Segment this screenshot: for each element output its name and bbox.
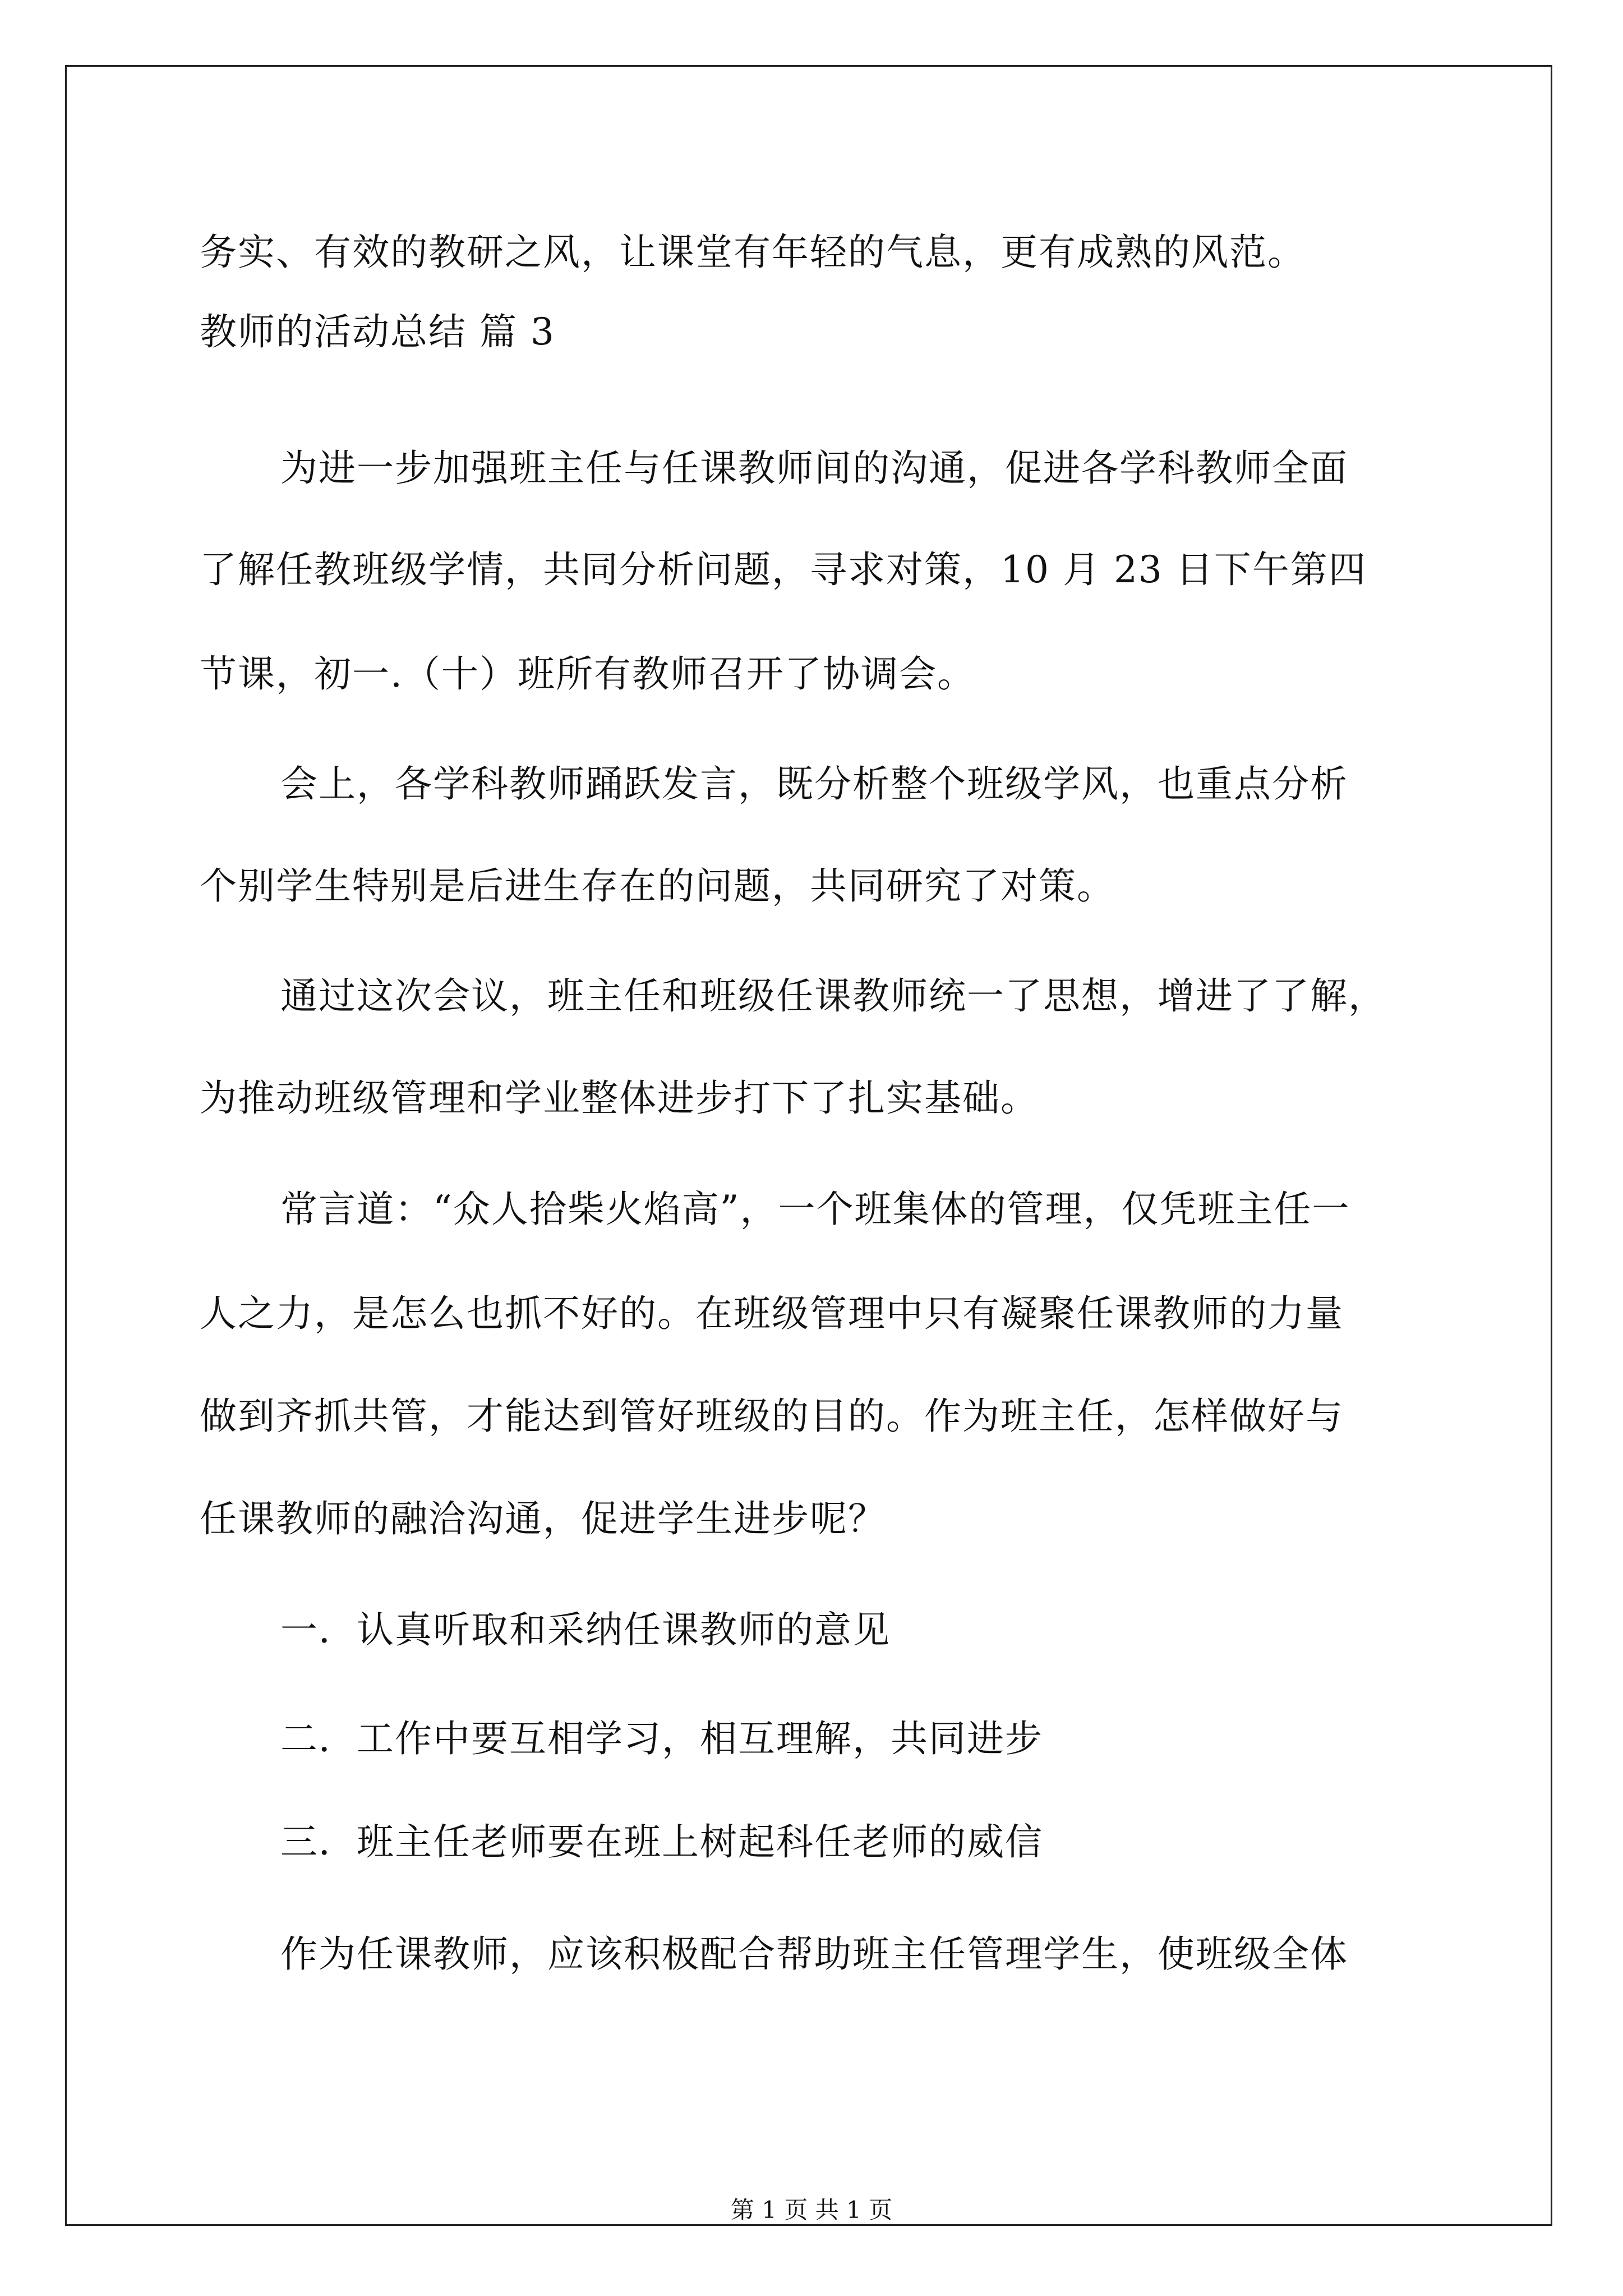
text-line: 务实、有效的教研之风，让课堂有年轻的气息，更有成熟的风范。 bbox=[200, 231, 1306, 274]
text-line: 做到齐抓共管，才能达到管好班级的目的。作为班主任，怎样做好与 bbox=[200, 1395, 1344, 1438]
text-line: 个别学生特别是后进生存在的问题，共同研究了对策。 bbox=[200, 864, 1115, 908]
text-line: 为进一步加强班主任与任课教师间的沟通，促进各学科教师全面 bbox=[280, 447, 1348, 490]
text-line: 为推动班级管理和学业整体进步打下了扎实基础。 bbox=[200, 1076, 1039, 1120]
text-line: 作为任课教师，应该积极配合帮助班主任管理学生，使班级全体 bbox=[280, 1932, 1348, 1976]
page-border bbox=[65, 65, 1552, 2226]
list-item: 三．班主任老师要在班上树起科任老师的威信 bbox=[280, 1820, 1043, 1864]
text-line: 通过这次会议，班主任和班级任课教师统一了思想，增进了了解， bbox=[280, 974, 1386, 1018]
text-line: 节课，初一.（十）班所有教师召开了协调会。 bbox=[200, 652, 975, 696]
page-footer: 第 1 页 共 1 页 bbox=[730, 2196, 893, 2224]
section-heading: 教师的活动总结 篇 3 bbox=[200, 310, 555, 353]
text-line: 常言道：“众人拾柴火焰高”，一个班集体的管理，仅凭班主任一 bbox=[280, 1188, 1350, 1231]
text-line: 任课教师的融洽沟通，促进学生进步呢？ bbox=[200, 1497, 886, 1540]
list-item: 一．认真听取和采纳任课教师的意见 bbox=[280, 1608, 891, 1651]
list-item: 二．工作中要互相学习，相互理解，共同进步 bbox=[280, 1717, 1043, 1760]
text-line: 人之力，是怎么也抓不好的。在班级管理中只有凝聚任课教师的力量 bbox=[200, 1292, 1344, 1335]
text-line: 会上，各学科教师踊跃发言，既分析整个班级学风，也重点分析 bbox=[280, 762, 1348, 806]
text-line: 了解任教班级学情，共同分析问题，寻求对策，10 月 23 日下午第四 bbox=[200, 548, 1367, 591]
